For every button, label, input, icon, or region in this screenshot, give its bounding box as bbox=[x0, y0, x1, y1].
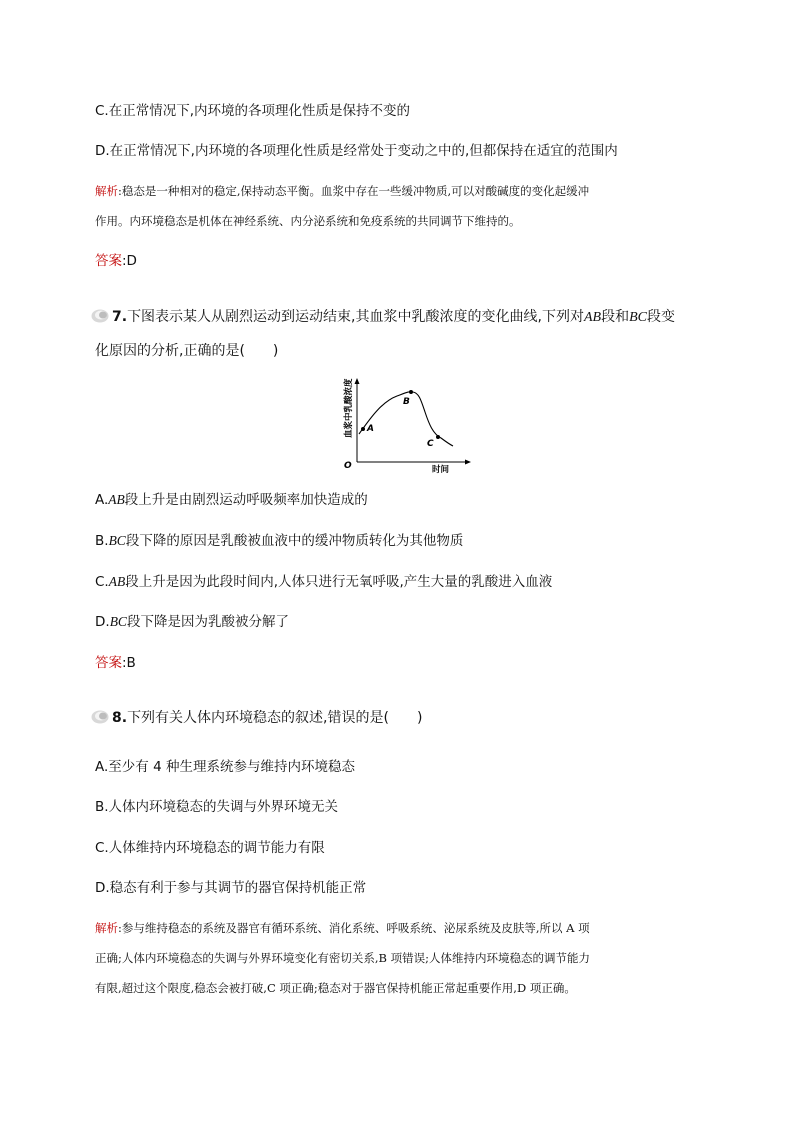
point-a-label: A bbox=[367, 424, 374, 434]
q8-stem: 8.下列有关人体内环境稳态的叙述,错误的是( ) bbox=[95, 708, 422, 728]
q7-answer bbox=[95, 653, 136, 673]
q7-option-a: A.AB段上升是由剧烈运动呼吸频率加快造成的 bbox=[95, 492, 368, 508]
q7-option-b: B.BC段下降的原因是乳酸被血液中的缓冲物质转化为其他物质 bbox=[95, 533, 464, 549]
q6-explanation-line-1: 解析:稳态是一种相对的稳定,保持动态平衡。血浆中存在一些缓冲物质,可以对酸碱度的变化起缓冲 bbox=[95, 184, 590, 198]
q7-stem-line-1: 7.下图表示某人从剧烈运动到运动结束,其血浆中乳酸浓度的变化曲线,下列对AB段和BC段变 bbox=[95, 307, 675, 328]
q8-explanation bbox=[95, 913, 705, 1003]
q6-option-d: D.在正常情况下,内环境的各项理化性质是经常处于变动之中的,但都保持在适宜的范围内 bbox=[95, 143, 618, 159]
explanation-label: 解析 bbox=[95, 921, 118, 935]
q8-explanation-line-2: 正确;人体内环境稳态的失调与外界环境变化有密切关系,B 项错误;人体维持内环境稳态的调节能力 bbox=[95, 951, 591, 965]
question-marker-icon bbox=[91, 309, 111, 323]
q8-number: 8. bbox=[112, 710, 128, 726]
q7-number: 7. bbox=[112, 309, 128, 325]
q6-answer bbox=[95, 251, 137, 271]
answer-label: 答案 bbox=[95, 253, 122, 269]
x-axis bbox=[357, 460, 471, 465]
q7-stem-line-2: 化原因的分析,正确的是( ) bbox=[95, 343, 279, 359]
q8-option-b: B.人体内环境稳态的失调与外界环境无关 bbox=[95, 799, 339, 815]
point-c-marker bbox=[436, 435, 440, 439]
x-axis-label: 时间 bbox=[432, 465, 450, 475]
q8-explanation-line-3: 有限,超过这个限度,稳态会被打破,C 项正确;稳态对于器官保持机能正常起重要作用,D 项正确。 bbox=[95, 981, 576, 995]
answer-value: :B bbox=[122, 655, 136, 671]
q8-option-d: D.稳态有利于参与其调节的器官保持机能正常 bbox=[95, 880, 367, 896]
point-a-marker bbox=[361, 427, 365, 431]
point-b-marker bbox=[409, 390, 413, 394]
q6-option-c: C.在正常情况下,内环境的各项理化性质是保持不变的 bbox=[95, 103, 411, 119]
origin-label: O bbox=[344, 461, 352, 471]
answer-value: :D bbox=[122, 253, 137, 269]
question-marker-icon bbox=[91, 710, 111, 724]
lactate-curve-figure bbox=[335, 376, 475, 476]
q7-option-c: C.AB段上升是因为此段时间内,人体只进行无氧呼吸,产生大量的乳酸进入血液 bbox=[95, 574, 553, 590]
q6-explanation bbox=[95, 176, 705, 236]
answer-label: 答案 bbox=[95, 655, 122, 671]
y-axis-label: 血浆中乳酸浓度 bbox=[344, 378, 354, 438]
explanation-label: 解析 bbox=[95, 184, 118, 198]
q7-option-d: D.BC段下降是因为乳酸被分解了 bbox=[95, 614, 289, 630]
point-b-label: B bbox=[403, 397, 410, 407]
q8-option-a: A.至少有 4 种生理系统参与维持内环境稳态 bbox=[95, 759, 355, 775]
q8-option-c: C.人体维持内环境稳态的调节能力有限 bbox=[95, 840, 325, 856]
q6-explanation-line-2: 作用。内环境稳态是机体在神经系统、内分泌系统和免疫系统的共同调节下维持的。 bbox=[95, 214, 521, 228]
q8-explanation-line-1: 解析:参与维持稳态的系统及器官有循环系统、消化系统、呼吸系统、泌尿系统及皮肤等,所以 A 项 bbox=[95, 921, 590, 935]
y-axis bbox=[355, 378, 360, 462]
point-c-label: C bbox=[427, 439, 434, 449]
